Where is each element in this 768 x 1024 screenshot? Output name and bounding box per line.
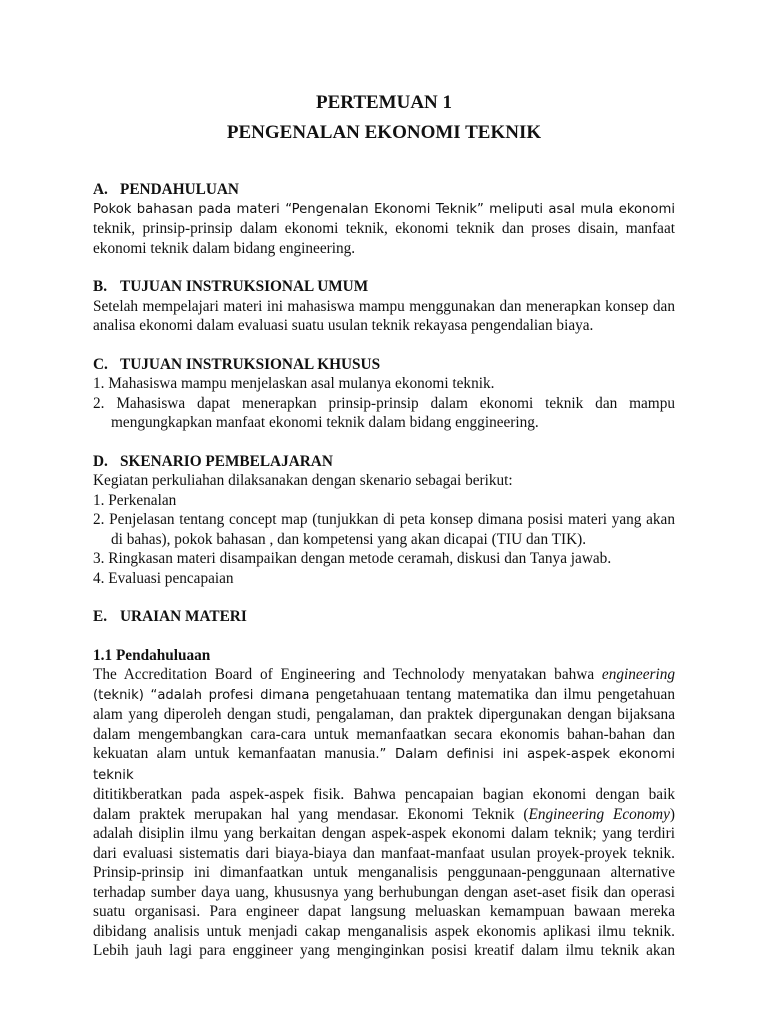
section-e-title: URAIAN MATERI — [120, 608, 247, 625]
section-d-intro: Kegiatan perkuliahan dilaksanakan dengan skenario sebagai berikut: — [93, 472, 513, 489]
section-d-title: SKENARIO PEMBELAJARAN — [120, 452, 333, 470]
spacer — [93, 433, 675, 452]
body-line-9: dari evaluasi sistematis dari biaya-biaya dan manfaat-manfaat usulan proyek-proyek teknik. — [93, 844, 675, 862]
document-title-topic: PENGENALAN EKONOMI TEKNIK — [226, 122, 542, 143]
section-d-item-2: 2. Penjelasan tentang concept map (tunjukkan di peta konsep dimana posisi materi yang akan di bahas), pokok bahasan , dan kompetensi yang akan dicapai (TIU dan TIK). — [93, 511, 675, 548]
section-d-item-1: 1. Perkenalan — [93, 491, 177, 509]
section-e-label: E. — [93, 608, 108, 625]
section-a-title: PENDAHULUAN — [120, 181, 239, 198]
spacer — [93, 627, 675, 646]
body-line-11: terhadap sumber daya uang, khususnya yang berhubungan dengan aset-aset fisik dan operasi — [93, 883, 675, 901]
section-d-item-4: 4. Evaluasi pencapaian — [93, 569, 234, 587]
section-d-label: D. — [93, 452, 108, 470]
section-c-item-2: 2. Mahasiswa dapat menerapkan prinsip-prinsip dalam ekonomi teknik dan mampu mengungkapkan manfaat ekonomi teknik dalam bidang enggineering. — [93, 394, 675, 431]
section-d-heading — [93, 452, 675, 472]
document-title-meeting: PERTEMUAN 1 — [315, 92, 453, 113]
body-line-10: Prinsip-prinsip ini dimanfaatkan untuk menganalisis penggunaan-penggunaan alternative — [93, 864, 675, 881]
body-line-1: The Accreditation Board of Engineering and Technolody menyatakan bahwa engineering — [93, 666, 675, 683]
section-a-label: A. — [93, 181, 108, 198]
subsection-body — [93, 665, 675, 961]
body-line-14: Lebih jauh lagi para enggineer yang menginginkan posisi kreatif dalam ilmu teknik akan — [93, 942, 675, 959]
body-line-12: suatu organisasi. Para engineer dapat langsung meluaskan kemampuan bawaan mereka — [93, 903, 675, 920]
section-c-label: C. — [93, 355, 108, 373]
spacer — [93, 588, 675, 607]
spacer — [93, 336, 675, 355]
body-line-3: alam yang diperoleh dengan studi, pengalaman, dan praktek dipergunakan dengan bijaksana — [93, 706, 675, 723]
body-line-8: adalah disiplin ilmu yang berkaitan dengan aspek-aspek ekonomi dalam teknik; yang terdiri — [93, 825, 675, 842]
body-line-7: dalam praktek merupakan hal yang mendasar. Ekonomi Teknik (Engineering Economy) — [93, 805, 675, 823]
spacer — [93, 148, 675, 180]
body-line-2: (teknik) “adalah profesi dimana pengetahuaan tentang matematika dan ilmu pengetahuan — [93, 685, 675, 703]
section-b-text: Setelah mempelajari materi ini mahasiswa mampu menggunakan dan menerapkan konsep dan analisa ekonomi dalam evaluasi suatu usulan teknik rekayasa pengendalian biaya. — [93, 297, 675, 334]
section-d-item-3: 3. Ringkasan materi disampaikan dengan metode ceramah, diskusi dan Tanya jawab. — [93, 550, 612, 567]
section-a-text-first-line: Pokok bahasan pada materi “Pengenalan Ekonomi Teknik” meliputi asal mula ekonomi — [93, 201, 675, 217]
body-line-13: dibidang analisis untuk menjadi cakap menganalisis aspek ekonomis aplikasi ilmu teknik. — [93, 922, 675, 940]
section-a-heading — [93, 180, 675, 200]
document-page — [93, 88, 675, 961]
section-b-label: B. — [93, 278, 108, 295]
section-c-title: TUJUAN INSTRUKSIONAL KHUSUS — [120, 355, 381, 373]
body-line-6: dititikberatkan pada aspek-aspek fisik. Bahwa pencapaian bagian ekonomi dengan baik — [93, 786, 675, 803]
section-c-heading — [93, 355, 675, 375]
section-b-title: TUJUAN INSTRUKSIONAL UMUM — [120, 278, 369, 295]
section-b-heading — [93, 277, 675, 297]
body-line-5: kekuatan alam untuk kemanfaatan manusia.” Dalam definisi ini aspek-aspek ekonomi teknik — [93, 745, 675, 783]
section-c-item-1: 1. Mahasiswa mampu menjelaskan asal mulanya ekonomi teknik. — [93, 375, 495, 392]
spacer — [93, 258, 675, 277]
section-a-text: teknik, prinsip-prinsip dalam ekonomi teknik, ekonomi teknik dan proses disain, manfaat ekonomi teknik dalam bidang engineering. — [93, 220, 675, 257]
body-line-4: dalam mengembangkan cara-cara untuk memanfaatkan secara ekonomis bahan-bahan dan — [93, 725, 675, 743]
subsection-heading: 1.1 Pendahuluaan — [93, 646, 211, 664]
section-e-heading — [93, 607, 675, 627]
